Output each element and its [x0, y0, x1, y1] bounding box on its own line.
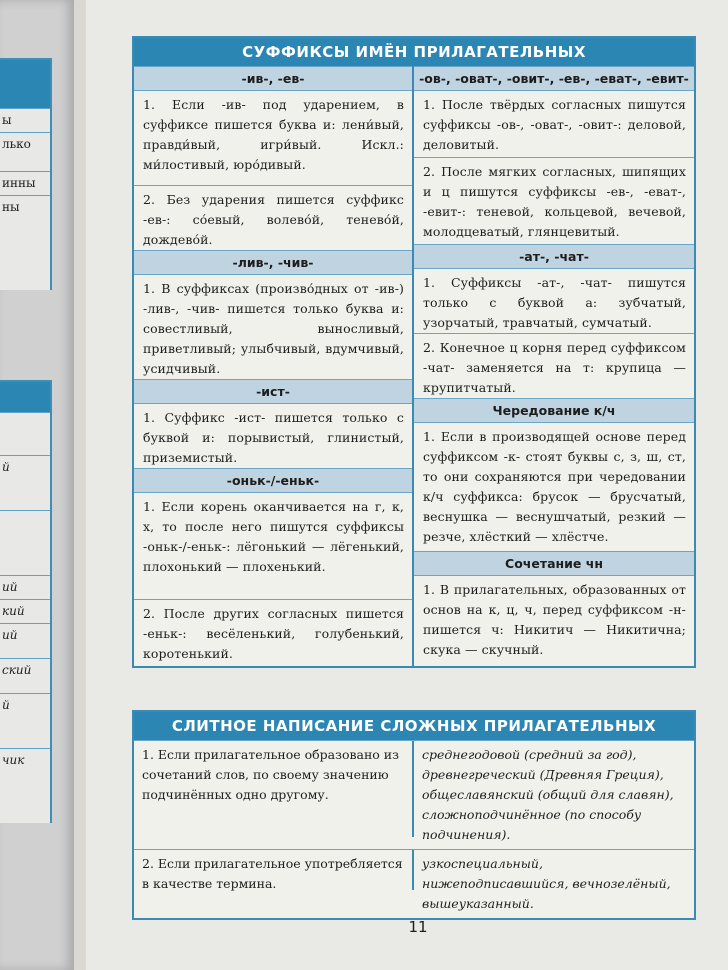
- rule-cell: 2. Без ударения пишется суффикс -ев-: со́евый, волево́й, тенево́й, дождево́й.: [134, 185, 412, 250]
- left-fragment: ий: [0, 575, 50, 599]
- left-fragment: ский: [0, 658, 50, 693]
- rule-cell: 2. После других согласных пишется -еньк-: весёленький, голубенький, коротенький.: [134, 599, 412, 666]
- left-fragment: инны: [0, 171, 50, 195]
- section-header: -оньк-/-еньк-: [134, 468, 412, 492]
- rule-cell: 1. Если прилагательное образовано из сочетаний слов, по своему значению подчинённых одно другому.: [134, 741, 414, 837]
- rule-cell: 1. Если -ив- под ударением, в суффиксе пишется буква и: лени́вый, правди́вый, игри́вый. Искл.: ми́лостивый, юро́дивый.: [134, 90, 412, 185]
- section-header: Сочетание чн: [414, 551, 694, 575]
- section-header: -ив-, -ев-: [134, 66, 412, 90]
- left-fragment: чик: [0, 748, 50, 823]
- section-header: -ат-, -чат-: [414, 244, 694, 268]
- page-number: 11: [408, 918, 428, 936]
- left-table-header: [0, 382, 50, 412]
- left-page-table-bottom: [0, 380, 52, 823]
- rule-cell: 2. Конечное ц корня перед суффиксом -чат- заменяется на т: крупица — крупитчатый.: [414, 333, 694, 398]
- rule-cell: 1. Если корень оканчивается на г, к, х, то после него пишутся суффиксы -оньк-/-еньк-: лёгонький — лёгенький, плохонький — плохенький.: [134, 492, 412, 599]
- rule-cell: 1. Если в производящей основе перед суффиксом -к- стоят буквы с, з, ш, ст, то они сохраняются при чередовании к/ч суффикса: брусок — брусчатый, веснушка — веснушчатый, резкий — резче, хлёсткий — хлёстче.: [414, 422, 694, 551]
- compound-adjectives-table: [132, 710, 696, 920]
- left-fragment: й: [0, 455, 50, 510]
- examples-cell: узкоспециальный, нижеподписавшийся, вечнозелёный, вышеуказанный.: [422, 856, 671, 911]
- suffixes-table-title: СУФФИКСЫ ИМЁН ПРИЛАГАТЕЛЬНЫХ: [134, 38, 694, 66]
- rule-cell: 1. Суффикс -ист- пишется только с буквой и: порывистый, глинистый, приземистый.: [134, 403, 412, 468]
- left-fragment-empty: [0, 510, 50, 575]
- rule-cell: 1. В прилагательных, образованных от основ на к, ц, ч, перед суффиксом -н- пишется ч: Никитич — Никитична; скука — скучный.: [414, 575, 694, 662]
- left-fragment: лько: [0, 132, 50, 171]
- section-header: -ист-: [134, 379, 412, 403]
- left-fragment: ы: [0, 108, 50, 132]
- rule-cell: 2. После мягких согласных, шипящих и ц пишутся суффиксы -ев-, -еват-, -евит-: теневой, кольцевой, вечевой, молодцеватый, глянцевитый.: [414, 157, 694, 244]
- rule-cell: 1. После твёрдых согласных пишутся суффиксы -ов-, -оват-, -овит-: деловой, деловитый.: [414, 90, 694, 157]
- left-fragment: ны: [0, 195, 50, 290]
- left-fragment: кий: [0, 599, 50, 623]
- section-header: -лив-, -чив-: [134, 250, 412, 274]
- left-page-edge: [0, 0, 74, 970]
- left-fragment: й: [0, 693, 50, 748]
- table-row: [134, 849, 694, 918]
- left-table-header: [0, 60, 50, 108]
- suffixes-left-column: [134, 66, 414, 666]
- section-header: -ов-, -оват-, -овит-, -ев-, -еват-, -евит-: [414, 66, 694, 90]
- left-page-table-top: [0, 58, 52, 290]
- suffixes-right-column: [414, 66, 694, 666]
- examples-cell: среднегодовой (средний за год), древнегреческий (Древняя Греция), общеславянский (общий для славян), сложноподчинённое (по способу подчинения).: [422, 747, 674, 842]
- suffixes-table: [132, 36, 696, 668]
- compound-table-title: СЛИТНОЕ НАПИСАНИЕ СЛОЖНЫХ ПРИЛАГАТЕЛЬНЫХ: [134, 712, 694, 740]
- rule-cell: 2. Если прилагательное употребляется в качестве термина.: [134, 850, 414, 890]
- rule-cell: 1. В суффиксах (произво́дных от -ив-) -лив-, -чив- пишется только буква и: совестливый, выносливый, приветливый; улыбчивый, вдумчивый, усидчивый.: [134, 274, 412, 379]
- table-row: [134, 740, 694, 849]
- left-fragment-empty: [0, 412, 50, 455]
- rule-cell: 1. Суффиксы -ат-, -чат- пишутся только с буквой а: зубчатый, узорчатый, травчатый, сумчатый.: [414, 268, 694, 333]
- left-fragment: ий: [0, 623, 50, 658]
- section-header: Чередование к/ч: [414, 398, 694, 422]
